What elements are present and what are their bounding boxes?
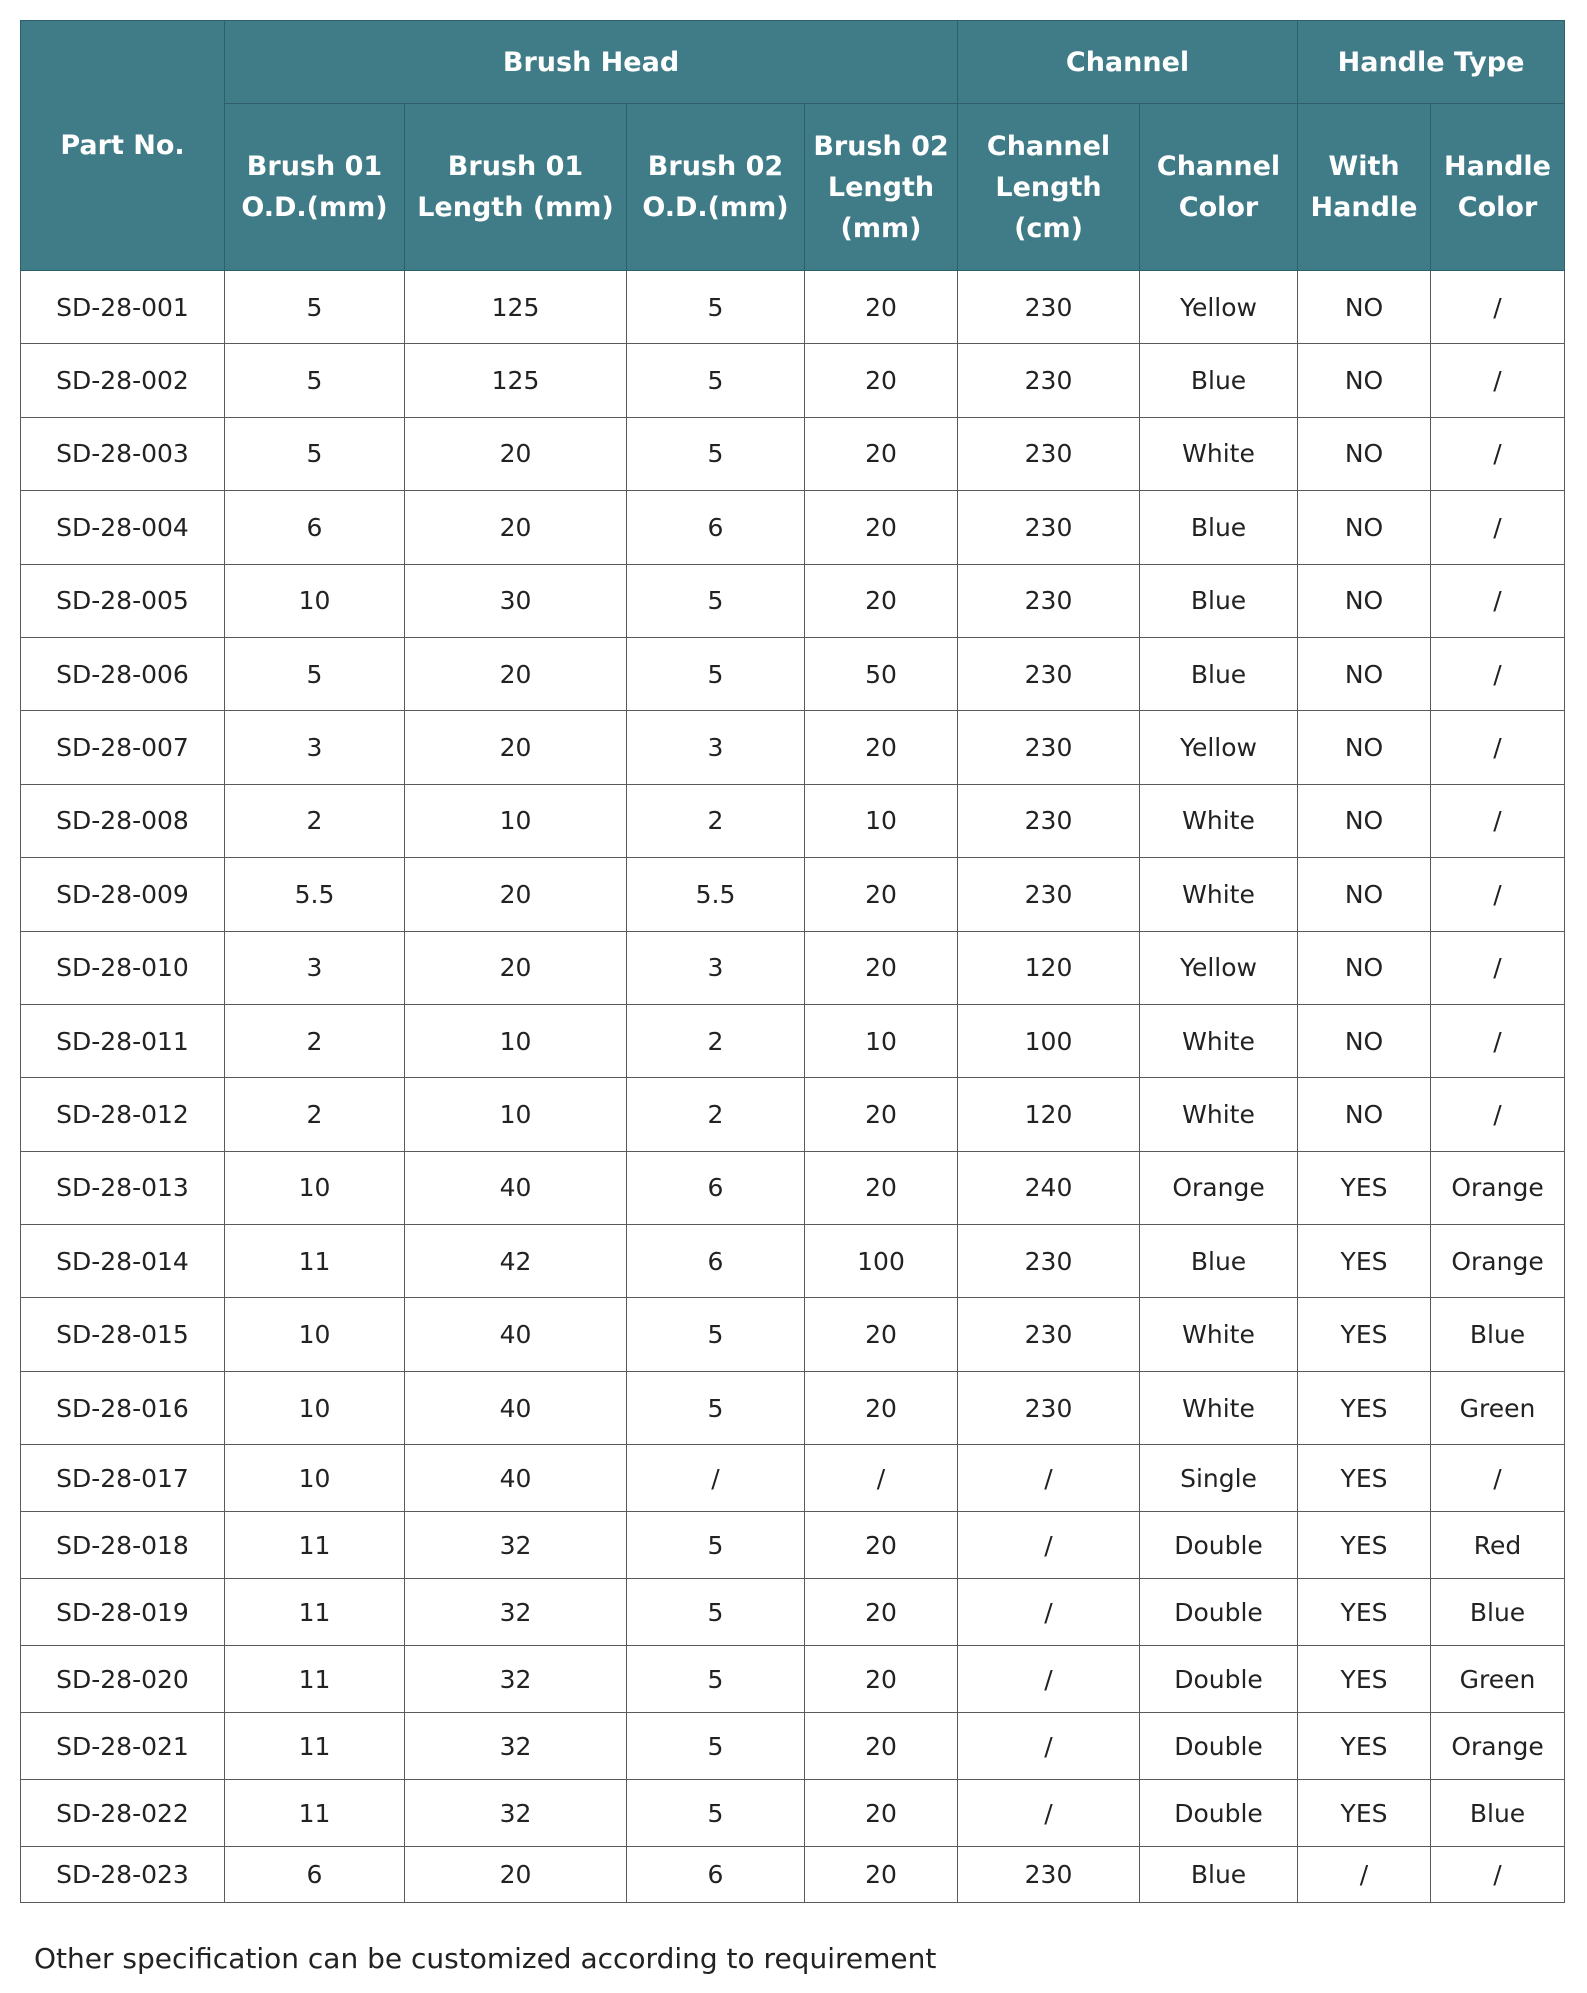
table-cell: / xyxy=(1431,1847,1565,1903)
table-cell: 32 xyxy=(405,1646,627,1713)
table-cell: 5 xyxy=(225,271,405,344)
part-number-cell: SD-28-021 xyxy=(21,1713,225,1780)
table-cell: Double xyxy=(1140,1713,1298,1780)
table-cell: 6 xyxy=(627,1151,805,1224)
table-cell: 2 xyxy=(225,1004,405,1077)
table-cell: 10 xyxy=(805,784,958,857)
header-group-channel: Channel xyxy=(958,21,1298,104)
part-number-cell: SD-28-023 xyxy=(21,1847,225,1903)
table-cell: 2 xyxy=(627,1078,805,1151)
table-cell: 230 xyxy=(958,417,1140,490)
table-cell: YES xyxy=(1298,1512,1431,1579)
table-cell: 3 xyxy=(627,931,805,1004)
table-cell: YES xyxy=(1298,1151,1431,1224)
table-row xyxy=(21,1780,1565,1847)
table-cell: / xyxy=(1431,417,1565,490)
table-row xyxy=(21,491,1565,564)
table-cell: YES xyxy=(1298,1298,1431,1371)
table-cell: 2 xyxy=(627,784,805,857)
table-cell: Blue xyxy=(1431,1579,1565,1646)
table-cell: / xyxy=(1431,491,1565,564)
part-number-cell: SD-28-018 xyxy=(21,1512,225,1579)
table-cell: 32 xyxy=(405,1713,627,1780)
header-part-no: Part No. xyxy=(21,21,225,271)
table-header xyxy=(21,21,1565,271)
table-cell: 3 xyxy=(225,711,405,784)
table-cell: 5 xyxy=(627,344,805,417)
table-cell: / xyxy=(958,1713,1140,1780)
table-cell: 120 xyxy=(958,931,1140,1004)
table-cell: 20 xyxy=(805,344,958,417)
table-cell: White xyxy=(1140,1371,1298,1444)
table-cell: 20 xyxy=(805,491,958,564)
table-cell: NO xyxy=(1298,491,1431,564)
column-header: Handle Color xyxy=(1431,104,1565,271)
table-cell: 11 xyxy=(225,1512,405,1579)
table-cell: 2 xyxy=(627,1004,805,1077)
table-cell: YES xyxy=(1298,1225,1431,1298)
table-cell: 3 xyxy=(225,931,405,1004)
table-cell: Yellow xyxy=(1140,711,1298,784)
table-cell: / xyxy=(958,1780,1140,1847)
header-row-columns xyxy=(21,104,1565,271)
table-cell: 125 xyxy=(405,344,627,417)
table-cell: 230 xyxy=(958,271,1140,344)
table-cell: 11 xyxy=(225,1646,405,1713)
table-cell: NO xyxy=(1298,1004,1431,1077)
table-cell: 240 xyxy=(958,1151,1140,1224)
table-cell: NO xyxy=(1298,931,1431,1004)
table-cell: Blue xyxy=(1431,1780,1565,1847)
table-cell: Double xyxy=(1140,1780,1298,1847)
table-cell: 20 xyxy=(805,858,958,931)
table-cell: White xyxy=(1140,1078,1298,1151)
table-cell: 20 xyxy=(805,1646,958,1713)
table-row xyxy=(21,344,1565,417)
table-cell: 20 xyxy=(805,711,958,784)
table-cell: NO xyxy=(1298,858,1431,931)
table-cell: White xyxy=(1140,1298,1298,1371)
table-cell: 32 xyxy=(405,1780,627,1847)
table-cell: 230 xyxy=(958,344,1140,417)
part-number-cell: SD-28-013 xyxy=(21,1151,225,1224)
table-cell: 20 xyxy=(805,564,958,637)
part-number-cell: SD-28-009 xyxy=(21,858,225,931)
table-cell: 6 xyxy=(225,1847,405,1903)
table-cell: 125 xyxy=(405,271,627,344)
table-cell: 230 xyxy=(958,1225,1140,1298)
table-cell: / xyxy=(1431,564,1565,637)
table-cell: Blue xyxy=(1431,1298,1565,1371)
table-row xyxy=(21,1151,1565,1224)
column-header: Brush 01 Length (mm) xyxy=(405,104,627,271)
table-cell: / xyxy=(1431,1078,1565,1151)
table-cell: Single xyxy=(1140,1445,1298,1512)
table-row xyxy=(21,271,1565,344)
part-number-cell: SD-28-005 xyxy=(21,564,225,637)
table-cell: 6 xyxy=(225,491,405,564)
table-row xyxy=(21,1713,1565,1780)
table-cell: 20 xyxy=(405,711,627,784)
table-cell: 230 xyxy=(958,784,1140,857)
part-number-cell: SD-28-004 xyxy=(21,491,225,564)
table-cell: 40 xyxy=(405,1298,627,1371)
part-number-cell: SD-28-016 xyxy=(21,1371,225,1444)
table-cell: 5 xyxy=(225,417,405,490)
table-cell: 5 xyxy=(627,1780,805,1847)
table-cell: Blue xyxy=(1140,1847,1298,1903)
table-cell: 10 xyxy=(805,1004,958,1077)
table-row xyxy=(21,1445,1565,1512)
table-row xyxy=(21,564,1565,637)
table-cell: YES xyxy=(1298,1445,1431,1512)
table-cell: 2 xyxy=(225,1078,405,1151)
table-cell: 5 xyxy=(627,1298,805,1371)
part-number-cell: SD-28-014 xyxy=(21,1225,225,1298)
table-cell: White xyxy=(1140,417,1298,490)
part-number-cell: SD-28-003 xyxy=(21,417,225,490)
table-cell: 230 xyxy=(958,858,1140,931)
table-cell: 40 xyxy=(405,1371,627,1444)
table-cell: / xyxy=(958,1445,1140,1512)
table-row xyxy=(21,858,1565,931)
table-cell: 100 xyxy=(958,1004,1140,1077)
table-cell: / xyxy=(1298,1847,1431,1903)
table-cell: NO xyxy=(1298,564,1431,637)
table-row xyxy=(21,1298,1565,1371)
column-header: Brush 02 O.D.(mm) xyxy=(627,104,805,271)
table-cell: 20 xyxy=(405,931,627,1004)
part-number-cell: SD-28-011 xyxy=(21,1004,225,1077)
table-cell: / xyxy=(958,1512,1140,1579)
table-cell: 20 xyxy=(805,1847,958,1903)
table-row xyxy=(21,931,1565,1004)
part-number-cell: SD-28-017 xyxy=(21,1445,225,1512)
table-cell: 10 xyxy=(225,1298,405,1371)
spec-table xyxy=(20,20,1565,1903)
table-cell: White xyxy=(1140,858,1298,931)
table-cell: Blue xyxy=(1140,564,1298,637)
table-cell: 100 xyxy=(805,1225,958,1298)
table-cell: 32 xyxy=(405,1579,627,1646)
table-cell: 5 xyxy=(627,1646,805,1713)
table-cell: 20 xyxy=(805,1298,958,1371)
table-cell: 230 xyxy=(958,491,1140,564)
table-cell: NO xyxy=(1298,1078,1431,1151)
column-header: Brush 02 Length (mm) xyxy=(805,104,958,271)
part-number-cell: SD-28-010 xyxy=(21,931,225,1004)
table-cell: NO xyxy=(1298,711,1431,784)
table-body xyxy=(21,271,1565,1903)
table-cell: 30 xyxy=(405,564,627,637)
table-cell: 120 xyxy=(958,1078,1140,1151)
table-cell: 20 xyxy=(805,931,958,1004)
table-cell: Red xyxy=(1431,1512,1565,1579)
table-cell: 10 xyxy=(225,564,405,637)
table-cell: 6 xyxy=(627,491,805,564)
part-number-cell: SD-28-020 xyxy=(21,1646,225,1713)
part-number-cell: SD-28-007 xyxy=(21,711,225,784)
table-cell: / xyxy=(958,1579,1140,1646)
table-row xyxy=(21,1004,1565,1077)
table-row xyxy=(21,711,1565,784)
table-cell: Orange xyxy=(1431,1713,1565,1780)
table-cell: 5 xyxy=(627,417,805,490)
table-cell: Double xyxy=(1140,1512,1298,1579)
table-cell: 230 xyxy=(958,711,1140,784)
column-header: Channel Color xyxy=(1140,104,1298,271)
header-group-handle-type: Handle Type xyxy=(1298,21,1565,104)
table-cell: 6 xyxy=(627,1847,805,1903)
table-cell: Orange xyxy=(1140,1151,1298,1224)
table-cell: YES xyxy=(1298,1579,1431,1646)
table-cell: NO xyxy=(1298,417,1431,490)
table-cell: NO xyxy=(1298,784,1431,857)
table-cell: YES xyxy=(1298,1371,1431,1444)
table-cell: 5 xyxy=(627,564,805,637)
table-cell: 50 xyxy=(805,637,958,710)
table-cell: YES xyxy=(1298,1780,1431,1847)
table-cell: 230 xyxy=(958,1298,1140,1371)
table-cell: 230 xyxy=(958,564,1140,637)
table-cell: 20 xyxy=(805,1151,958,1224)
table-cell: NO xyxy=(1298,344,1431,417)
table-cell: White xyxy=(1140,1004,1298,1077)
table-cell: 230 xyxy=(958,637,1140,710)
header-row-groups xyxy=(21,21,1565,104)
table-cell: 20 xyxy=(805,1713,958,1780)
table-cell: 5 xyxy=(225,344,405,417)
table-cell: / xyxy=(1431,344,1565,417)
table-cell: YES xyxy=(1298,1646,1431,1713)
table-cell: 20 xyxy=(805,271,958,344)
table-cell: Orange xyxy=(1431,1151,1565,1224)
table-cell: Blue xyxy=(1140,491,1298,564)
table-cell: Double xyxy=(1140,1579,1298,1646)
table-row xyxy=(21,1371,1565,1444)
table-cell: 42 xyxy=(405,1225,627,1298)
table-cell: 5 xyxy=(225,637,405,710)
table-cell: NO xyxy=(1298,637,1431,710)
table-cell: 3 xyxy=(627,711,805,784)
part-number-cell: SD-28-019 xyxy=(21,1579,225,1646)
table-cell: 20 xyxy=(805,417,958,490)
part-number-cell: SD-28-012 xyxy=(21,1078,225,1151)
table-cell: Yellow xyxy=(1140,931,1298,1004)
table-cell: 20 xyxy=(405,417,627,490)
table-cell: 230 xyxy=(958,1371,1140,1444)
table-cell: Blue xyxy=(1140,1225,1298,1298)
table-cell: YES xyxy=(1298,1713,1431,1780)
table-cell: 10 xyxy=(225,1445,405,1512)
table-cell: Blue xyxy=(1140,637,1298,710)
table-row xyxy=(21,1078,1565,1151)
header-group-brush-head: Brush Head xyxy=(225,21,958,104)
table-cell: 32 xyxy=(405,1512,627,1579)
table-row xyxy=(21,1512,1565,1579)
table-cell: Orange xyxy=(1431,1225,1565,1298)
table-row xyxy=(21,1579,1565,1646)
table-cell: / xyxy=(1431,637,1565,710)
table-cell: / xyxy=(1431,271,1565,344)
table-cell: / xyxy=(1431,711,1565,784)
table-cell: 10 xyxy=(405,784,627,857)
table-cell: / xyxy=(805,1445,958,1512)
table-cell: 20 xyxy=(405,858,627,931)
table-cell: Double xyxy=(1140,1646,1298,1713)
table-cell: 5 xyxy=(627,1512,805,1579)
table-cell: / xyxy=(1431,858,1565,931)
table-cell: 5 xyxy=(627,1371,805,1444)
table-cell: NO xyxy=(1298,271,1431,344)
table-cell: 11 xyxy=(225,1225,405,1298)
table-cell: 5 xyxy=(627,271,805,344)
table-cell: 10 xyxy=(405,1078,627,1151)
table-cell: 20 xyxy=(805,1512,958,1579)
table-cell: 20 xyxy=(805,1579,958,1646)
table-cell: 10 xyxy=(225,1371,405,1444)
table-row xyxy=(21,1847,1565,1903)
table-cell: 20 xyxy=(405,1847,627,1903)
table-row xyxy=(21,784,1565,857)
table-row xyxy=(21,637,1565,710)
table-row xyxy=(21,417,1565,490)
part-number-cell: SD-28-015 xyxy=(21,1298,225,1371)
part-number-cell: SD-28-022 xyxy=(21,1780,225,1847)
table-cell: / xyxy=(1431,1004,1565,1077)
table-cell: Yellow xyxy=(1140,271,1298,344)
column-header: Brush 01 O.D.(mm) xyxy=(225,104,405,271)
table-cell: Green xyxy=(1431,1646,1565,1713)
table-cell: 20 xyxy=(805,1078,958,1151)
part-number-cell: SD-28-008 xyxy=(21,784,225,857)
table-cell: White xyxy=(1140,784,1298,857)
table-cell: 11 xyxy=(225,1780,405,1847)
table-cell: 5 xyxy=(627,637,805,710)
table-cell: 2 xyxy=(225,784,405,857)
table-cell: 11 xyxy=(225,1579,405,1646)
table-cell: 11 xyxy=(225,1713,405,1780)
table-cell: 20 xyxy=(405,491,627,564)
table-cell: 5 xyxy=(627,1579,805,1646)
table-cell: / xyxy=(1431,931,1565,1004)
table-cell: / xyxy=(958,1646,1140,1713)
table-cell: / xyxy=(1431,784,1565,857)
table-cell: 230 xyxy=(958,1847,1140,1903)
table-cell: 5 xyxy=(627,1713,805,1780)
table-cell: 20 xyxy=(405,637,627,710)
table-cell: 40 xyxy=(405,1445,627,1512)
table-cell: / xyxy=(627,1445,805,1512)
table-cell: 5.5 xyxy=(627,858,805,931)
table-cell: / xyxy=(1431,1445,1565,1512)
column-header: Channel Length (cm) xyxy=(958,104,1140,271)
table-cell: Green xyxy=(1431,1371,1565,1444)
table-cell: 40 xyxy=(405,1151,627,1224)
table-row xyxy=(21,1225,1565,1298)
table-row xyxy=(21,1646,1565,1713)
table-cell: 5.5 xyxy=(225,858,405,931)
table-cell: 10 xyxy=(405,1004,627,1077)
table-cell: 10 xyxy=(225,1151,405,1224)
table-cell: 6 xyxy=(627,1225,805,1298)
footnote: Other specification can be customized according to requirement xyxy=(34,1942,937,1975)
table-cell: Blue xyxy=(1140,344,1298,417)
table-cell: 20 xyxy=(805,1371,958,1444)
part-number-cell: SD-28-001 xyxy=(21,271,225,344)
part-number-cell: SD-28-006 xyxy=(21,637,225,710)
table-cell: 20 xyxy=(805,1780,958,1847)
column-header: With Handle xyxy=(1298,104,1431,271)
part-number-cell: SD-28-002 xyxy=(21,344,225,417)
